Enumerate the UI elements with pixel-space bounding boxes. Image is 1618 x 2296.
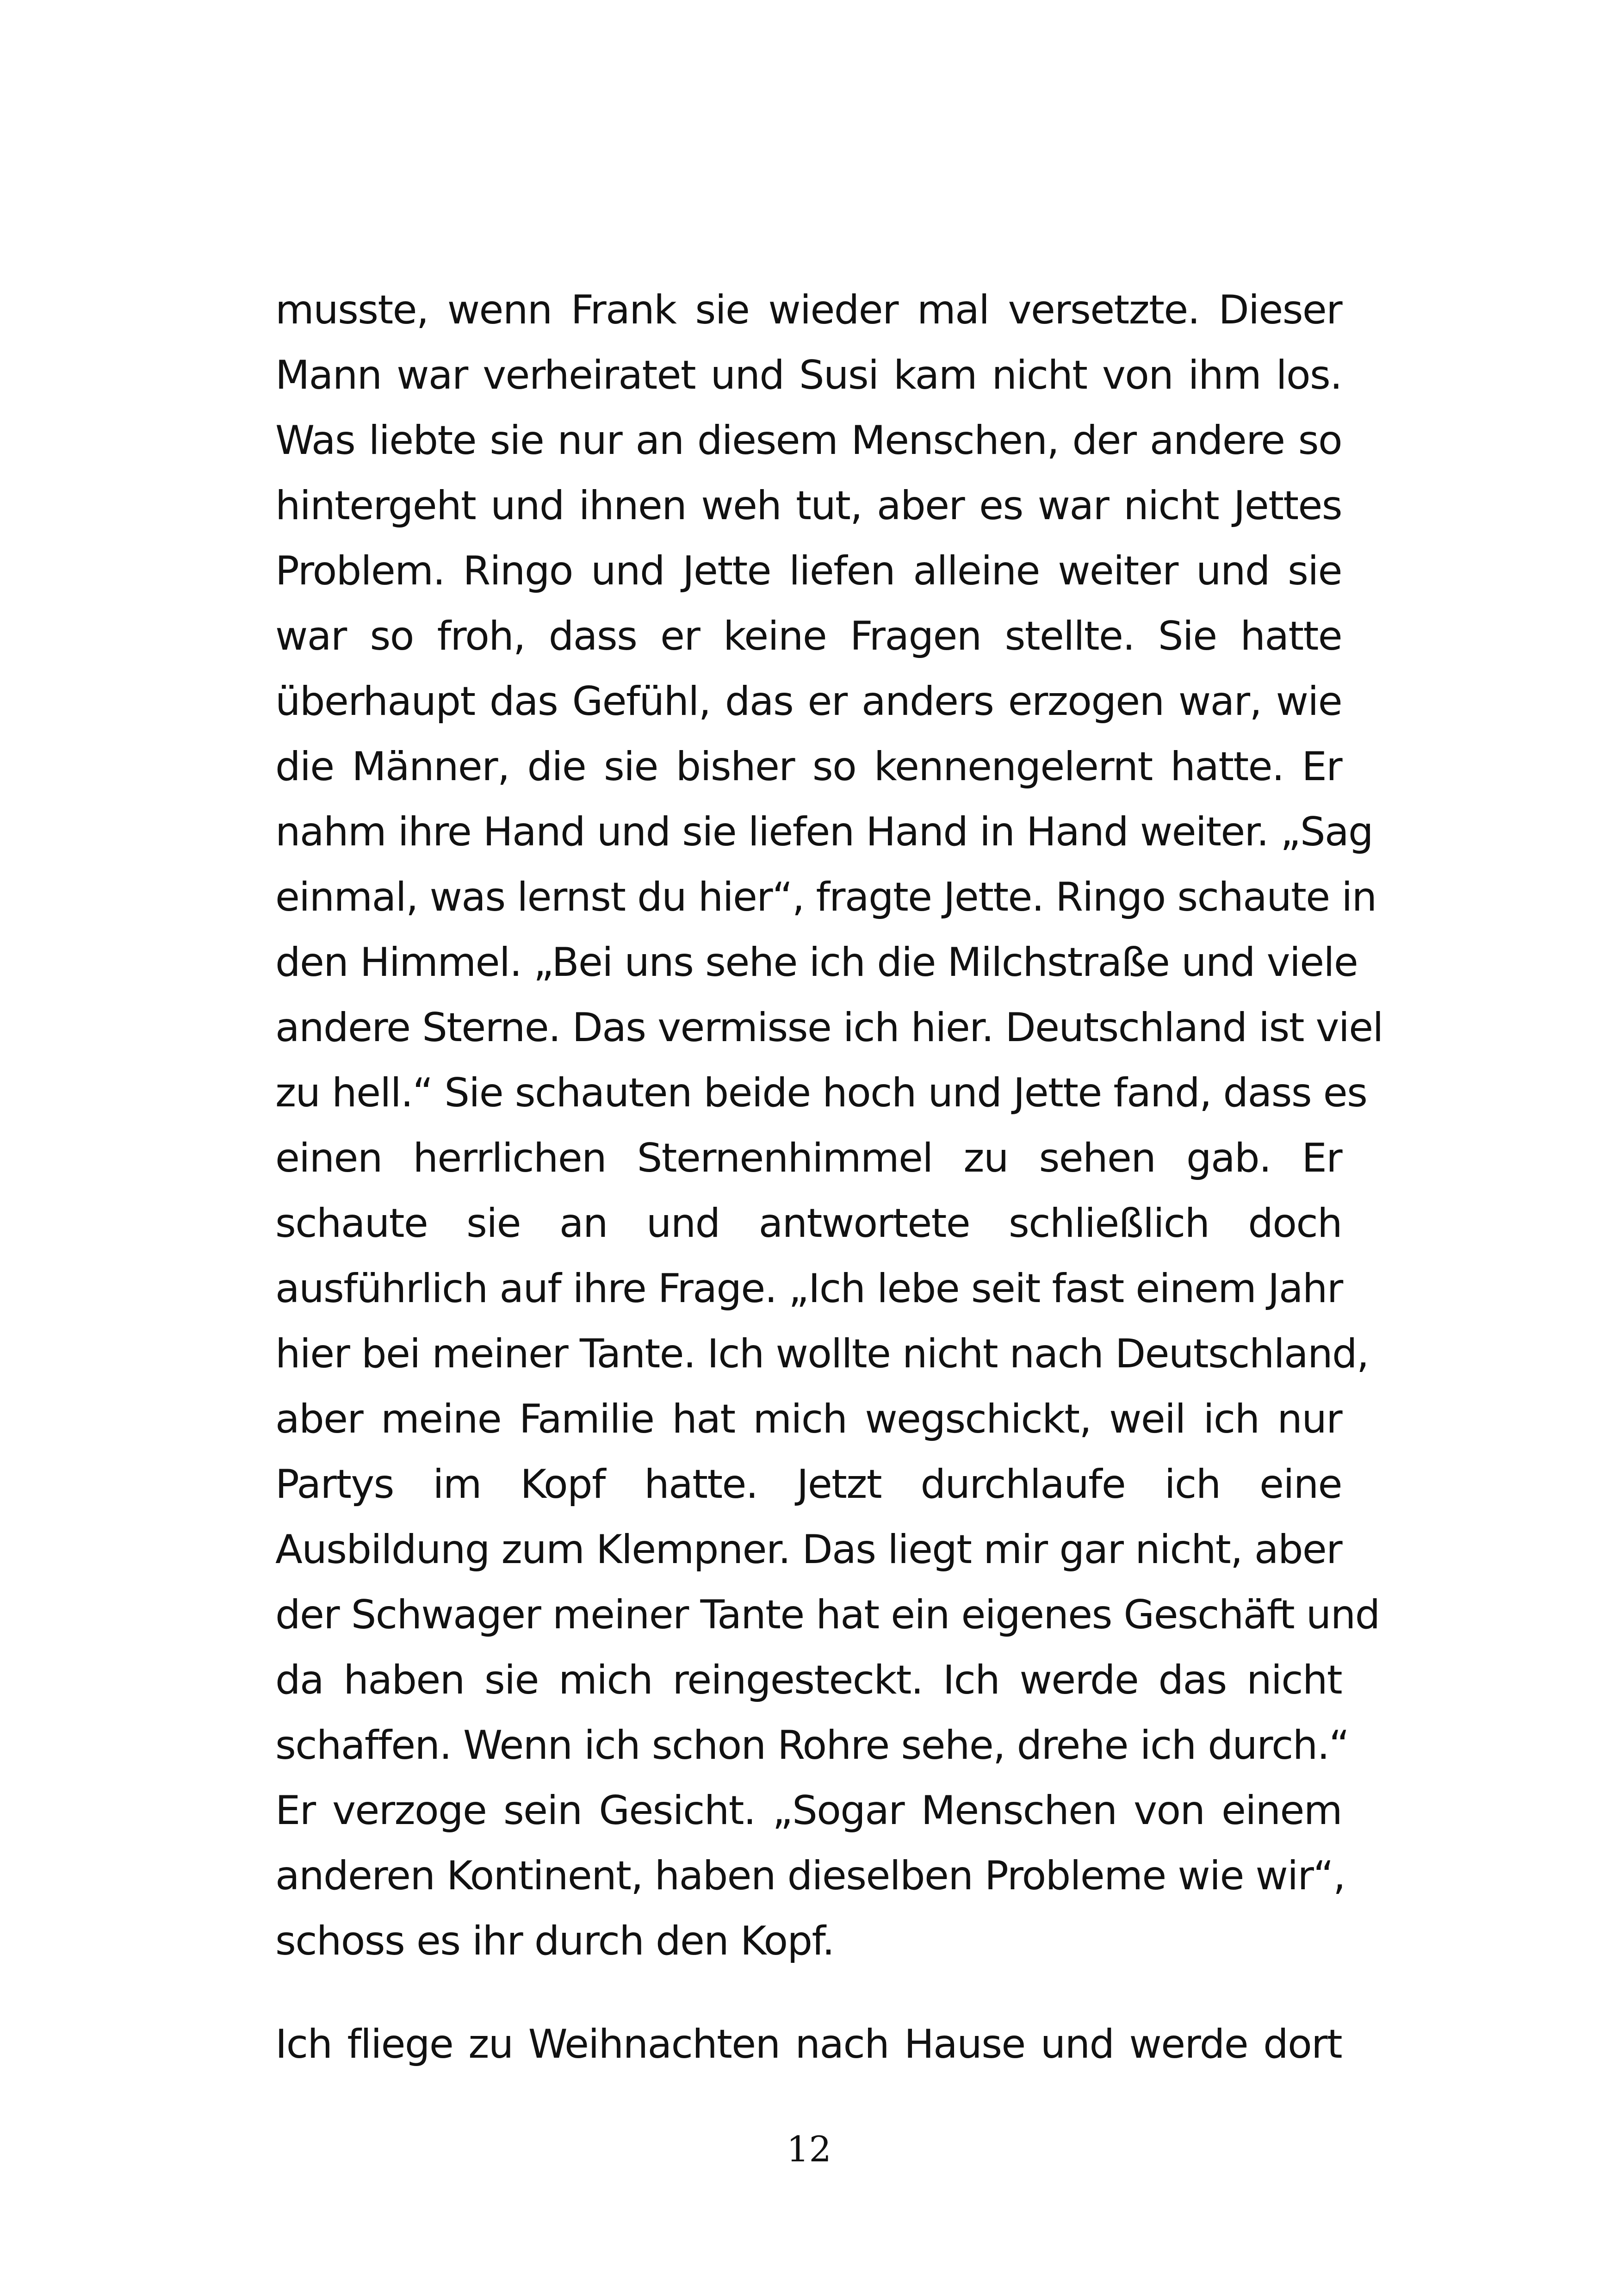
text-line: andere Sterne. Das vermisse ich hier. Deutschland ist viel	[275, 1005, 1383, 1051]
text-line: anderen Kontinent, haben dieselben Probleme wie wir“,	[275, 1853, 1345, 1899]
text-line: Er verzoge sein Gesicht. „Sogar Menschen von einem	[275, 1787, 1342, 1834]
text-line: hier bei meiner Tante. Ich wollte nicht nach Deutschland,	[275, 1331, 1369, 1377]
text-line: aber meine Familie hat mich wegschickt, weil ich nur	[275, 1396, 1342, 1442]
text-line: die Männer, die sie bisher so kennengelernt hatte. Er	[275, 744, 1342, 790]
text-line: einmal, was lernst du hier“, fragte Jette. Ringo schaute in	[275, 874, 1376, 920]
paragraph-2	[275, 2012, 1342, 2077]
text-line: Mann war verheiratet und Susi kam nicht von ihm los.	[275, 352, 1342, 398]
text-line: schaffen. Wenn ich schon Rohre sehe, drehe ich durch.“	[275, 1722, 1349, 1769]
paragraph-1	[275, 278, 1383, 1974]
text-line: Was liebte sie nur an diesem Menschen, der andere so	[275, 417, 1342, 464]
text-line: musste, wenn Frank sie wieder mal versetzte. Dieser	[275, 287, 1342, 333]
text-line: nahm ihre Hand und sie liefen Hand in Hand weiter. „Sag	[275, 809, 1373, 855]
page-number: 12	[787, 2128, 831, 2170]
text-line: ausführlich auf ihre Frage. „Ich lebe seit fast einem Jahr	[275, 1266, 1343, 1312]
text-line: der Schwager meiner Tante hat ein eigenes Geschäft und	[275, 1592, 1380, 1638]
text-line: einen herrlichen Sternenhimmel zu sehen gab. Er	[275, 1135, 1342, 1181]
text-line: Ausbildung zum Klempner. Das liegt mir gar nicht, aber	[275, 1527, 1342, 1573]
text-line: Ich fliege zu Weihnachten nach Hause und werde dort	[275, 2021, 1342, 2067]
text-line: schoss es ihr durch den Kopf.	[275, 1918, 834, 1964]
text-line: Problem. Ringo und Jette liefen alleine weiter und sie	[275, 548, 1342, 594]
text-line: überhaupt das Gefühl, das er anders erzogen war, wie	[275, 678, 1342, 725]
text-line: da haben sie mich reingesteckt. Ich werde das nicht	[275, 1657, 1342, 1703]
text-line: schaute sie an und antwortete schließlich doch	[275, 1200, 1342, 1247]
text-line: den Himmel. „Bei uns sehe ich die Milchstraße und viele	[275, 939, 1358, 986]
text-line: Partys im Kopf hatte. Jetzt durchlaufe ich eine	[275, 1461, 1342, 1508]
text-line: zu hell.“ Sie schauten beide hoch und Jette fand, dass es	[275, 1070, 1367, 1116]
text-line: war so froh, dass er keine Fragen stellte. Sie hatte	[275, 613, 1342, 659]
text-line: hintergeht und ihnen weh tut, aber es war nicht Jettes	[275, 483, 1342, 529]
